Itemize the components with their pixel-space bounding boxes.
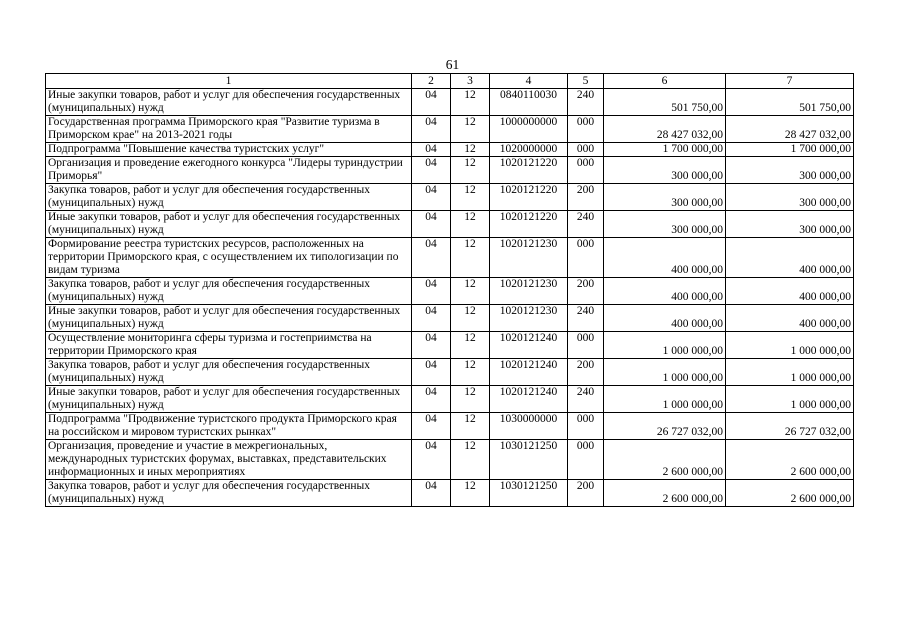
table-row xyxy=(46,332,854,359)
row-amount-1: 28 427 032,00 xyxy=(604,116,726,143)
row-amount-1: 400 000,00 xyxy=(604,238,726,278)
row-subsection: 12 xyxy=(451,89,490,116)
row-amount-2: 501 750,00 xyxy=(726,89,854,116)
row-subsection: 12 xyxy=(451,305,490,332)
row-amount-2: 400 000,00 xyxy=(726,238,854,278)
row-name: Формирование реестра туристских ресурсов, расположенных на территории Приморского края, с осуществлением их типологизации по видам туризма xyxy=(46,238,412,278)
row-amount-1: 1 000 000,00 xyxy=(604,332,726,359)
row-section: 04 xyxy=(412,440,451,480)
row-expense-type: 000 xyxy=(568,332,604,359)
column-header: 2 xyxy=(412,74,451,89)
table-row xyxy=(46,386,854,413)
column-header: 1 xyxy=(46,74,412,89)
table-row xyxy=(46,440,854,480)
column-header: 5 xyxy=(568,74,604,89)
column-header: 3 xyxy=(451,74,490,89)
table-row xyxy=(46,413,854,440)
table-row xyxy=(46,359,854,386)
row-amount-2: 2 600 000,00 xyxy=(726,440,854,480)
row-amount-1: 2 600 000,00 xyxy=(604,480,726,507)
row-name: Государственная программа Приморского края "Развитие туризма в Приморском крае" на 2013-2021 годы xyxy=(46,116,412,143)
row-target-article: 1030121250 xyxy=(490,440,568,480)
row-amount-2: 1 000 000,00 xyxy=(726,359,854,386)
row-amount-2: 400 000,00 xyxy=(726,278,854,305)
row-expense-type: 200 xyxy=(568,184,604,211)
table-row xyxy=(46,89,854,116)
row-expense-type: 240 xyxy=(568,305,604,332)
row-amount-2: 1 700 000,00 xyxy=(726,143,854,157)
table-row xyxy=(46,305,854,332)
column-header: 4 xyxy=(490,74,568,89)
row-subsection: 12 xyxy=(451,359,490,386)
table-row xyxy=(46,211,854,238)
row-amount-1: 501 750,00 xyxy=(604,89,726,116)
row-expense-type: 200 xyxy=(568,359,604,386)
row-subsection: 12 xyxy=(451,440,490,480)
row-section: 04 xyxy=(412,480,451,507)
row-name: Подпрограмма "Продвижение туристского продукта Приморского края на российском и мировом туристских рынках" xyxy=(46,413,412,440)
row-expense-type: 240 xyxy=(568,89,604,116)
row-expense-type: 240 xyxy=(568,211,604,238)
row-amount-2: 1 000 000,00 xyxy=(726,332,854,359)
row-amount-1: 400 000,00 xyxy=(604,278,726,305)
table-row xyxy=(46,157,854,184)
row-name: Закупка товаров, работ и услуг для обеспечения государственных (муниципальных) нужд xyxy=(46,359,412,386)
row-subsection: 12 xyxy=(451,238,490,278)
row-target-article: 1020121240 xyxy=(490,332,568,359)
column-header: 6 xyxy=(604,74,726,89)
row-name: Закупка товаров, работ и услуг для обеспечения государственных (муниципальных) нужд xyxy=(46,184,412,211)
row-target-article: 1020121220 xyxy=(490,184,568,211)
row-target-article: 1020000000 xyxy=(490,143,568,157)
row-section: 04 xyxy=(412,238,451,278)
row-name: Организация и проведение ежегодного конкурса "Лидеры туриндустрии Приморья" xyxy=(46,157,412,184)
row-section: 04 xyxy=(412,157,451,184)
row-target-article: 1020121240 xyxy=(490,386,568,413)
row-expense-type: 000 xyxy=(568,116,604,143)
row-expense-type: 000 xyxy=(568,143,604,157)
row-target-article: 0840110030 xyxy=(490,89,568,116)
row-subsection: 12 xyxy=(451,386,490,413)
row-amount-2: 300 000,00 xyxy=(726,211,854,238)
table-row xyxy=(46,278,854,305)
row-amount-2: 300 000,00 xyxy=(726,157,854,184)
row-amount-2: 400 000,00 xyxy=(726,305,854,332)
row-section: 04 xyxy=(412,413,451,440)
header-row xyxy=(46,74,854,89)
row-name: Иные закупки товаров, работ и услуг для обеспечения государственных (муниципальных) нужд xyxy=(46,89,412,116)
table-row xyxy=(46,184,854,211)
row-name: Закупка товаров, работ и услуг для обеспечения государственных (муниципальных) нужд xyxy=(46,480,412,507)
row-amount-1: 400 000,00 xyxy=(604,305,726,332)
row-target-article: 1030121250 xyxy=(490,480,568,507)
row-section: 04 xyxy=(412,184,451,211)
row-amount-1: 2 600 000,00 xyxy=(604,440,726,480)
row-expense-type: 000 xyxy=(568,238,604,278)
row-expense-type: 200 xyxy=(568,278,604,305)
row-target-article: 1020121230 xyxy=(490,238,568,278)
row-expense-type: 000 xyxy=(568,157,604,184)
row-name: Организация, проведение и участие в межрегиональных, международных туристских форумах, выставках, представительских информационных и иных мероприятиях xyxy=(46,440,412,480)
row-subsection: 12 xyxy=(451,332,490,359)
row-target-article: 1020121220 xyxy=(490,157,568,184)
row-expense-type: 200 xyxy=(568,480,604,507)
row-expense-type: 000 xyxy=(568,440,604,480)
row-section: 04 xyxy=(412,143,451,157)
row-target-article: 1030000000 xyxy=(490,413,568,440)
row-section: 04 xyxy=(412,305,451,332)
row-subsection: 12 xyxy=(451,143,490,157)
table-row xyxy=(46,480,854,507)
row-expense-type: 000 xyxy=(568,413,604,440)
row-section: 04 xyxy=(412,386,451,413)
row-name: Осуществление мониторинга сферы туризма и гостеприимства на территории Приморского края xyxy=(46,332,412,359)
row-name: Иные закупки товаров, работ и услуг для обеспечения государственных (муниципальных) нужд xyxy=(46,305,412,332)
column-header: 7 xyxy=(726,74,854,89)
row-subsection: 12 xyxy=(451,184,490,211)
row-amount-1: 1 000 000,00 xyxy=(604,386,726,413)
row-amount-1: 300 000,00 xyxy=(604,184,726,211)
row-section: 04 xyxy=(412,116,451,143)
row-amount-2: 26 727 032,00 xyxy=(726,413,854,440)
row-amount-1: 1 700 000,00 xyxy=(604,143,726,157)
row-subsection: 12 xyxy=(451,413,490,440)
row-amount-2: 28 427 032,00 xyxy=(726,116,854,143)
row-subsection: 12 xyxy=(451,278,490,305)
row-target-article: 1020121230 xyxy=(490,305,568,332)
row-section: 04 xyxy=(412,89,451,116)
row-target-article: 1020121240 xyxy=(490,359,568,386)
table-row xyxy=(46,116,854,143)
row-target-article: 1020121220 xyxy=(490,211,568,238)
row-name: Иные закупки товаров, работ и услуг для обеспечения государственных (муниципальных) нужд xyxy=(46,386,412,413)
row-amount-1: 300 000,00 xyxy=(604,157,726,184)
row-amount-1: 300 000,00 xyxy=(604,211,726,238)
row-subsection: 12 xyxy=(451,480,490,507)
row-name: Иные закупки товаров, работ и услуг для обеспечения государственных (муниципальных) нужд xyxy=(46,211,412,238)
row-target-article: 1020121230 xyxy=(490,278,568,305)
row-section: 04 xyxy=(412,332,451,359)
row-target-article: 1000000000 xyxy=(490,116,568,143)
row-section: 04 xyxy=(412,278,451,305)
row-name: Подпрограмма "Повышение качества туристских услуг" xyxy=(46,143,412,157)
row-expense-type: 240 xyxy=(568,386,604,413)
row-amount-2: 300 000,00 xyxy=(726,184,854,211)
row-section: 04 xyxy=(412,359,451,386)
row-amount-1: 1 000 000,00 xyxy=(604,359,726,386)
row-subsection: 12 xyxy=(451,116,490,143)
row-amount-2: 1 000 000,00 xyxy=(726,386,854,413)
page-number: 61 xyxy=(445,57,460,72)
row-name: Закупка товаров, работ и услуг для обеспечения государственных (муниципальных) нужд xyxy=(46,278,412,305)
row-amount-2: 2 600 000,00 xyxy=(726,480,854,507)
budget-table xyxy=(45,73,854,507)
row-subsection: 12 xyxy=(451,211,490,238)
row-section: 04 xyxy=(412,211,451,238)
row-subsection: 12 xyxy=(451,157,490,184)
table-row xyxy=(46,143,854,157)
row-amount-1: 26 727 032,00 xyxy=(604,413,726,440)
table-row xyxy=(46,238,854,278)
